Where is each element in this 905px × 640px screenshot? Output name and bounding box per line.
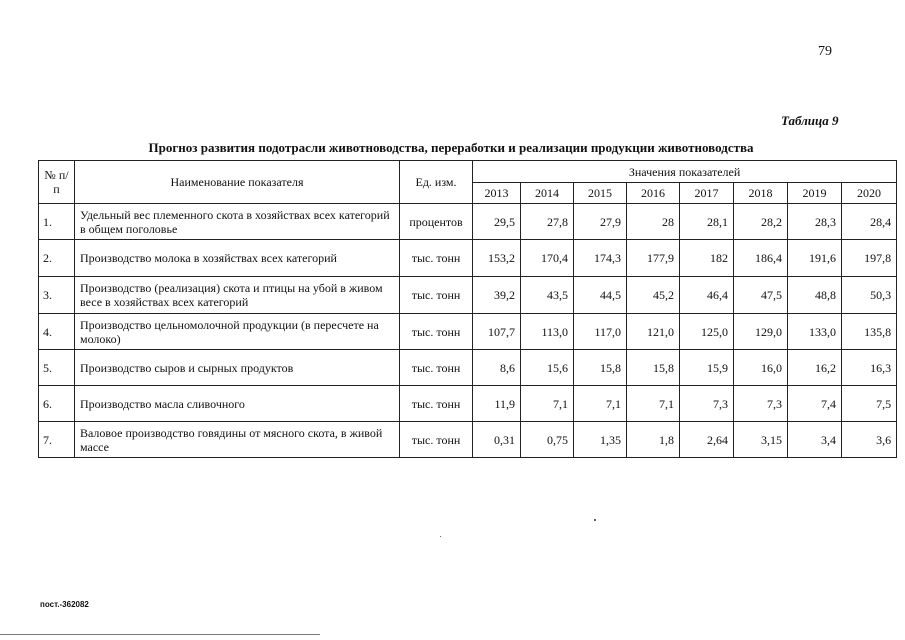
row-name: Производство молока в хозяйствах всех категорий xyxy=(75,240,400,277)
row-value: 7,5 xyxy=(842,386,897,422)
row-value: 7,3 xyxy=(734,386,788,422)
row-value: 39,2 xyxy=(473,277,521,314)
row-number: 5. xyxy=(39,350,75,386)
row-unit: тыс. тонн xyxy=(400,422,473,458)
header-year: 2014 xyxy=(521,183,574,204)
row-value: 27,8 xyxy=(521,204,574,240)
row-value: 7,3 xyxy=(680,386,734,422)
row-value: 15,9 xyxy=(680,350,734,386)
row-value: 28,4 xyxy=(842,204,897,240)
row-number: 6. xyxy=(39,386,75,422)
row-value: 0,31 xyxy=(473,422,521,458)
row-value: 170,4 xyxy=(521,240,574,277)
row-value: 121,0 xyxy=(627,314,680,350)
row-value: 16,0 xyxy=(734,350,788,386)
row-value: 7,1 xyxy=(521,386,574,422)
row-value: 129,0 xyxy=(734,314,788,350)
header-year: 2013 xyxy=(473,183,521,204)
row-value: 135,8 xyxy=(842,314,897,350)
row-value: 125,0 xyxy=(680,314,734,350)
page-number: 79 xyxy=(818,44,832,59)
row-value: 113,0 xyxy=(521,314,574,350)
row-unit: тыс. тонн xyxy=(400,386,473,422)
row-value: 8,6 xyxy=(473,350,521,386)
table-row xyxy=(39,240,897,277)
row-value: 3,4 xyxy=(788,422,842,458)
row-value: 28,3 xyxy=(788,204,842,240)
row-value: 0,75 xyxy=(521,422,574,458)
footer-code: пост.-362082 xyxy=(40,600,89,609)
scan-line xyxy=(0,634,320,635)
row-value: 1,8 xyxy=(627,422,680,458)
row-unit: процентов xyxy=(400,204,473,240)
scan-speck xyxy=(594,519,596,521)
row-number: 2. xyxy=(39,240,75,277)
row-value: 11,9 xyxy=(473,386,521,422)
row-name: Производство сыров и сырных продуктов xyxy=(75,350,400,386)
row-name: Производство цельномолочной продукции (в пересчете на молоко) xyxy=(75,314,400,350)
row-value: 45,2 xyxy=(627,277,680,314)
row-unit: тыс. тонн xyxy=(400,350,473,386)
row-name: Производство масла сливочного xyxy=(75,386,400,422)
scan-speck xyxy=(440,536,441,537)
header-year: 2020 xyxy=(842,183,897,204)
row-value: 7,1 xyxy=(627,386,680,422)
row-value: 28 xyxy=(627,204,680,240)
row-unit: тыс. тонн xyxy=(400,314,473,350)
indicators-table xyxy=(38,160,897,458)
header-unit: Ед. изм. xyxy=(400,161,473,204)
row-name: Производство (реализация) скота и птицы на убой в живом весе в хозяйствах всех категорий xyxy=(75,277,400,314)
row-value: 182 xyxy=(680,240,734,277)
row-value: 174,3 xyxy=(574,240,627,277)
row-number: 4. xyxy=(39,314,75,350)
row-value: 197,8 xyxy=(842,240,897,277)
row-value: 15,8 xyxy=(627,350,680,386)
row-value: 47,5 xyxy=(734,277,788,314)
row-number: 1. xyxy=(39,204,75,240)
row-value: 43,5 xyxy=(521,277,574,314)
row-value: 46,4 xyxy=(680,277,734,314)
header-year: 2015 xyxy=(574,183,627,204)
row-value: 7,1 xyxy=(574,386,627,422)
row-value: 15,8 xyxy=(574,350,627,386)
row-value: 117,0 xyxy=(574,314,627,350)
row-value: 44,5 xyxy=(574,277,627,314)
table-body xyxy=(39,204,897,458)
header-year: 2017 xyxy=(680,183,734,204)
row-value: 29,5 xyxy=(473,204,521,240)
row-number: 7. xyxy=(39,422,75,458)
row-value: 1,35 xyxy=(574,422,627,458)
header-values-group: Значения показателей xyxy=(473,161,897,183)
table-label: Таблица 9 xyxy=(781,113,839,128)
row-value: 191,6 xyxy=(788,240,842,277)
row-value: 2,64 xyxy=(680,422,734,458)
table-row xyxy=(39,350,897,386)
header-name: Наименование показателя xyxy=(75,161,400,204)
header-number: № п/п xyxy=(39,161,75,204)
table-title: Прогноз развития подотрасли животноводства, переработки и реализации продукции животноводства xyxy=(148,140,754,155)
row-value: 16,3 xyxy=(842,350,897,386)
table-row xyxy=(39,386,897,422)
row-value: 3,6 xyxy=(842,422,897,458)
row-value: 28,2 xyxy=(734,204,788,240)
row-value: 28,1 xyxy=(680,204,734,240)
table-row xyxy=(39,422,897,458)
row-name: Валовое производство говядины от мясного скота, в живой массе xyxy=(75,422,400,458)
table-row xyxy=(39,277,897,314)
row-value: 3,15 xyxy=(734,422,788,458)
row-value: 107,7 xyxy=(473,314,521,350)
row-value: 16,2 xyxy=(788,350,842,386)
header-year: 2016 xyxy=(627,183,680,204)
row-unit: тыс. тонн xyxy=(400,277,473,314)
header-year: 2019 xyxy=(788,183,842,204)
row-value: 7,4 xyxy=(788,386,842,422)
row-unit: тыс. тонн xyxy=(400,240,473,277)
table-row xyxy=(39,314,897,350)
row-value: 133,0 xyxy=(788,314,842,350)
row-value: 15,6 xyxy=(521,350,574,386)
row-value: 186,4 xyxy=(734,240,788,277)
table-row xyxy=(39,204,897,240)
row-value: 177,9 xyxy=(627,240,680,277)
row-number: 3. xyxy=(39,277,75,314)
header-year: 2018 xyxy=(734,183,788,204)
row-value: 153,2 xyxy=(473,240,521,277)
row-name: Удельный вес племенного скота в хозяйствах всех категорий в общем поголовье xyxy=(75,204,400,240)
row-value: 48,8 xyxy=(788,277,842,314)
row-value: 50,3 xyxy=(842,277,897,314)
row-value: 27,9 xyxy=(574,204,627,240)
